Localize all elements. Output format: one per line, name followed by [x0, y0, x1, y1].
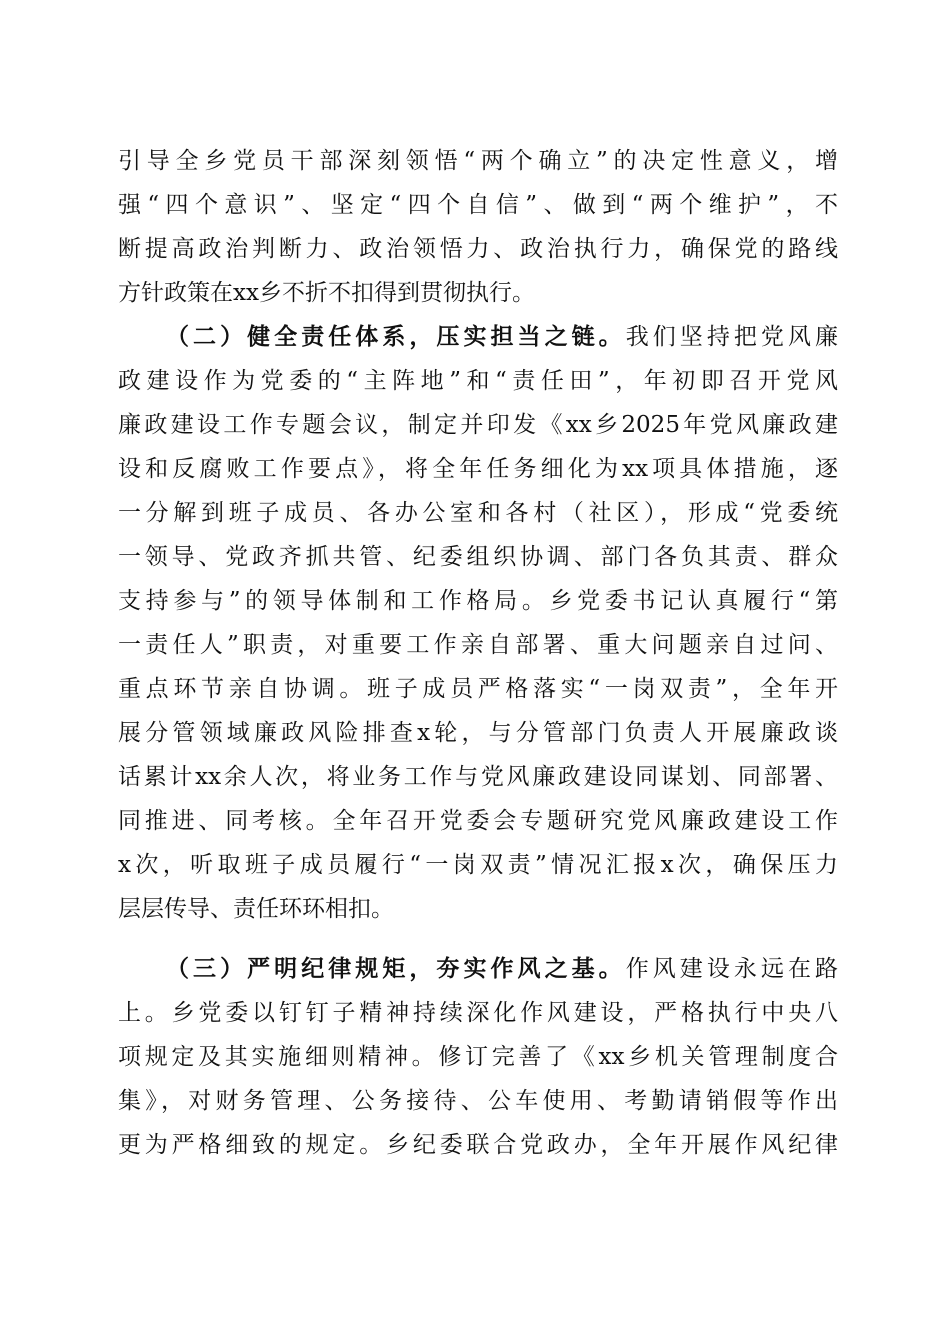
paragraph-3-line-3: 项规定及其实施细则精神。修订完善了《xx乡机关管理制度合 [118, 1044, 838, 1070]
paragraph-2-line-5: 一分解到班子成员、各办公室和各村（社区），形成“党委统 [118, 500, 838, 526]
paragraph-2-line-13: x次，听取班子成员履行“一岗双责”情况汇报x次，确保压力 [118, 852, 838, 878]
paragraph-1-line-2: 强“四个意识”、坚定“四个自信”、做到“两个维护”，不 [118, 192, 838, 218]
paragraph-2-line-7: 支持参与”的领导体制和工作格局。乡党委书记认真履行“第 [118, 588, 838, 614]
paragraph-3-first-line-rest: 作风建设永远在路 [625, 956, 839, 982]
paragraph-2-line-10: 展分管领域廉政风险排查x轮，与分管部门负责人开展廉政谈 [118, 720, 838, 746]
paragraph-3-first-line [166, 949, 838, 989]
paragraph-3-line-5: 更为严格细致的规定。乡纪委联合党政办，全年开展作风纪律 [118, 1132, 838, 1158]
paragraph-2-line-6: 一领导、党政齐抓共管、纪委组织协调、部门各负其责、群众 [118, 544, 838, 570]
section-heading-3: （三）严明纪律规矩，夯实作风之基。 [166, 956, 626, 982]
paragraph-1-line-1: 引导全乡党员干部深刻领悟“两个确立”的决定性意义，增 [118, 148, 838, 174]
paragraph-2-line-3: 廉政建设工作专题会议，制定并印发《xx乡2025年党风廉政建 [118, 412, 838, 438]
paragraph-2-line-8: 一责任人”职责，对重要工作亲自部署、重大问题亲自过问、 [118, 632, 838, 658]
paragraph-2-line-14: 层层传导、责任环环相扣。 [118, 896, 394, 922]
paragraph-2-first-line [166, 317, 838, 357]
paragraph-3-line-2: 上。乡党委以钉钉子精神持续深化作风建设，严格执行中央八 [118, 1000, 838, 1026]
paragraph-2-line-2: 政建设作为党委的“主阵地”和“责任田”，年初即召开党风 [118, 368, 838, 394]
paragraph-2-line-9: 重点环节亲自协调。班子成员严格落实“一岗双责”，全年开 [118, 676, 838, 702]
section-heading-2: （二）健全责任体系，压实担当之链。 [166, 324, 626, 350]
paragraph-1-line-3: 断提高政治判断力、政治领悟力、政治执行力，确保党的路线 [118, 236, 838, 262]
paragraph-1-line-4: 方针政策在xx乡不折不扣得到贯彻执行。 [118, 280, 535, 306]
paragraph-2-first-line-rest: 我们坚持把党风廉 [625, 324, 839, 350]
paragraph-2-line-11: 话累计xx余人次，将业务工作与党风廉政建设同谋划、同部署、 [118, 764, 838, 790]
paragraph-2-line-4: 设和反腐败工作要点》，将全年任务细化为xx项具体措施，逐 [118, 456, 838, 482]
paragraph-3-line-4: 集》，对财务管理、公务接待、公车使用、考勤请销假等作出 [118, 1088, 838, 1114]
paragraph-2-line-12: 同推进、同考核。全年召开党委会专题研究党风廉政建设工作 [118, 808, 838, 834]
